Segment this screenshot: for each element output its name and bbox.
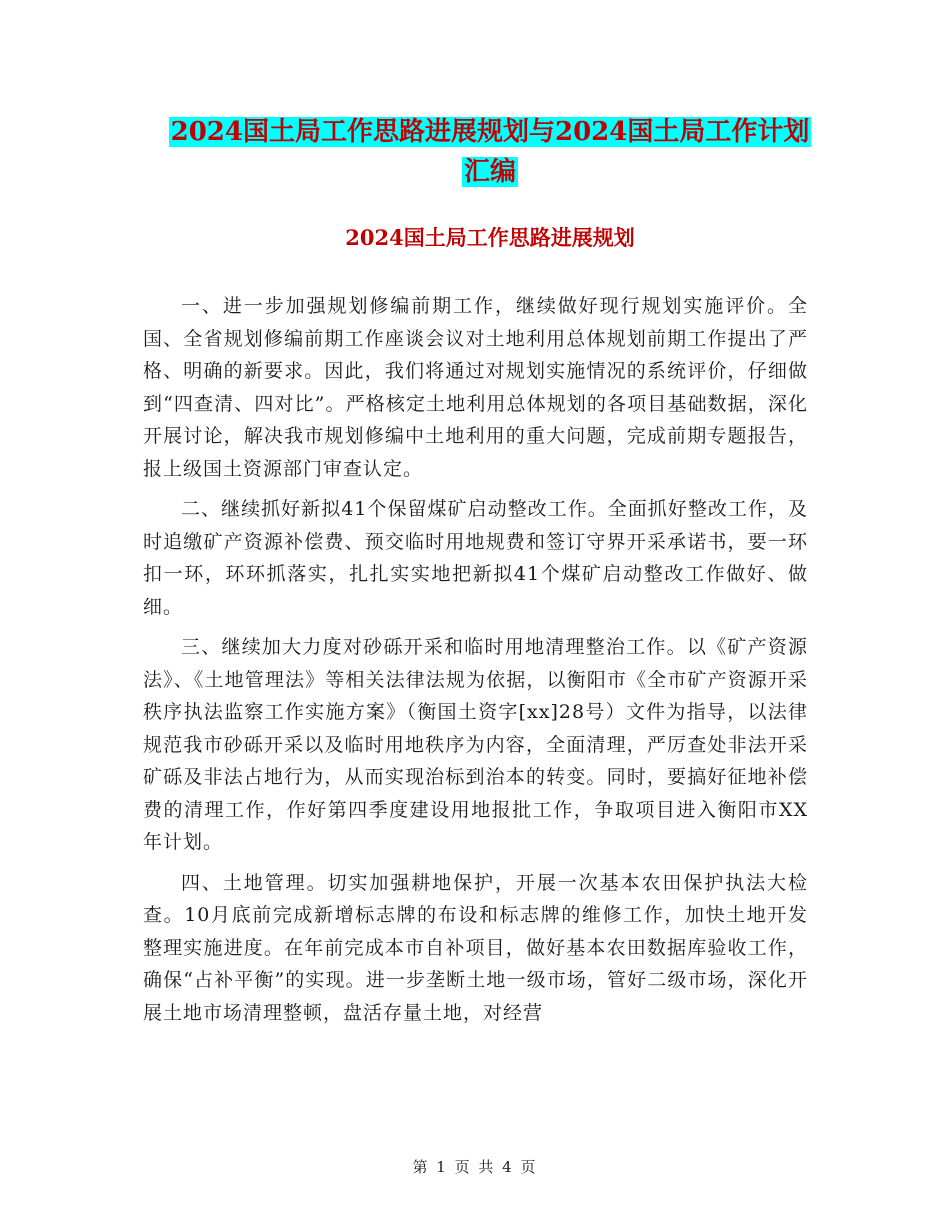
paragraph: 三、继续加大力度对砂砾开采和临时用地清理整治工作。以《矿产资源法》、《土地管理法》等相关法律法规为依据，以衡阳市《全市矿产资源开采秩序执法监察工作实施方案》（衡国土资字[xx]28号）文件为指导，以法律规范我市砂砾开采以及临时用地秩序为内容，全面清理，严厉查处非法开采矿砾及非法占地行为，从而实现治标到治本的转变。同时，要搞好征地补偿费的清理工作，作好第四季度建设用地报批工作，争取项目进入衡阳市XX年计划。 — [143, 636, 808, 853]
page-number-footer: 第 1 页 共 4 页 — [412, 1158, 538, 1176]
paragraph: 二、继续抓好新拟41个保留煤矿启动整改工作。全面抓好整改工作，及时追缴矿产资源补偿费、预交临时用地规费和签订守界开采承诺书，要一环扣一环，环环抓落实，扎扎实实地把新拟41个煤矿启动整改工作做好、做细。 — [143, 498, 808, 618]
document-title — [140, 112, 840, 192]
document-body — [143, 290, 808, 1037]
title-line-1: 2024国土局工作思路进展规划与2024国土局工作计划 — [170, 117, 810, 147]
title-line-2: 汇编 — [463, 157, 516, 187]
paragraph: 一、进一步加强规划修编前期工作，继续做好现行规划实施评价。全国、全省规划修编前期工作座谈会议对土地利用总体规划前期工作提出了严格、明确的新要求。因此，我们将通过对规划实施情况的系统评价，仔细做到“四查清、四对比”。严格核定土地利用总体规划的各项目基础数据，深化开展讨论，解决我市规划修编中土地利用的重大问题，完成前期专题报告，报上级国土资源部门审查认定。 — [143, 295, 808, 480]
paragraph: 四、土地管理。切实加强耕地保护，开展一次基本农田保护执法大检查。10月底前完成新增标志牌的布设和标志牌的维修工作，加快土地开发整理实施进度。在年前完成本市自补项目，做好基本农田数据库验收工作，确保“占补平衡”的实现。进一步垄断土地一级市场，管好二级市场，深化开展土地市场清理整顿，盘活存量土地，对经营 — [143, 871, 808, 1024]
section-heading: 2024国土局工作思路进展规划 — [345, 225, 635, 250]
